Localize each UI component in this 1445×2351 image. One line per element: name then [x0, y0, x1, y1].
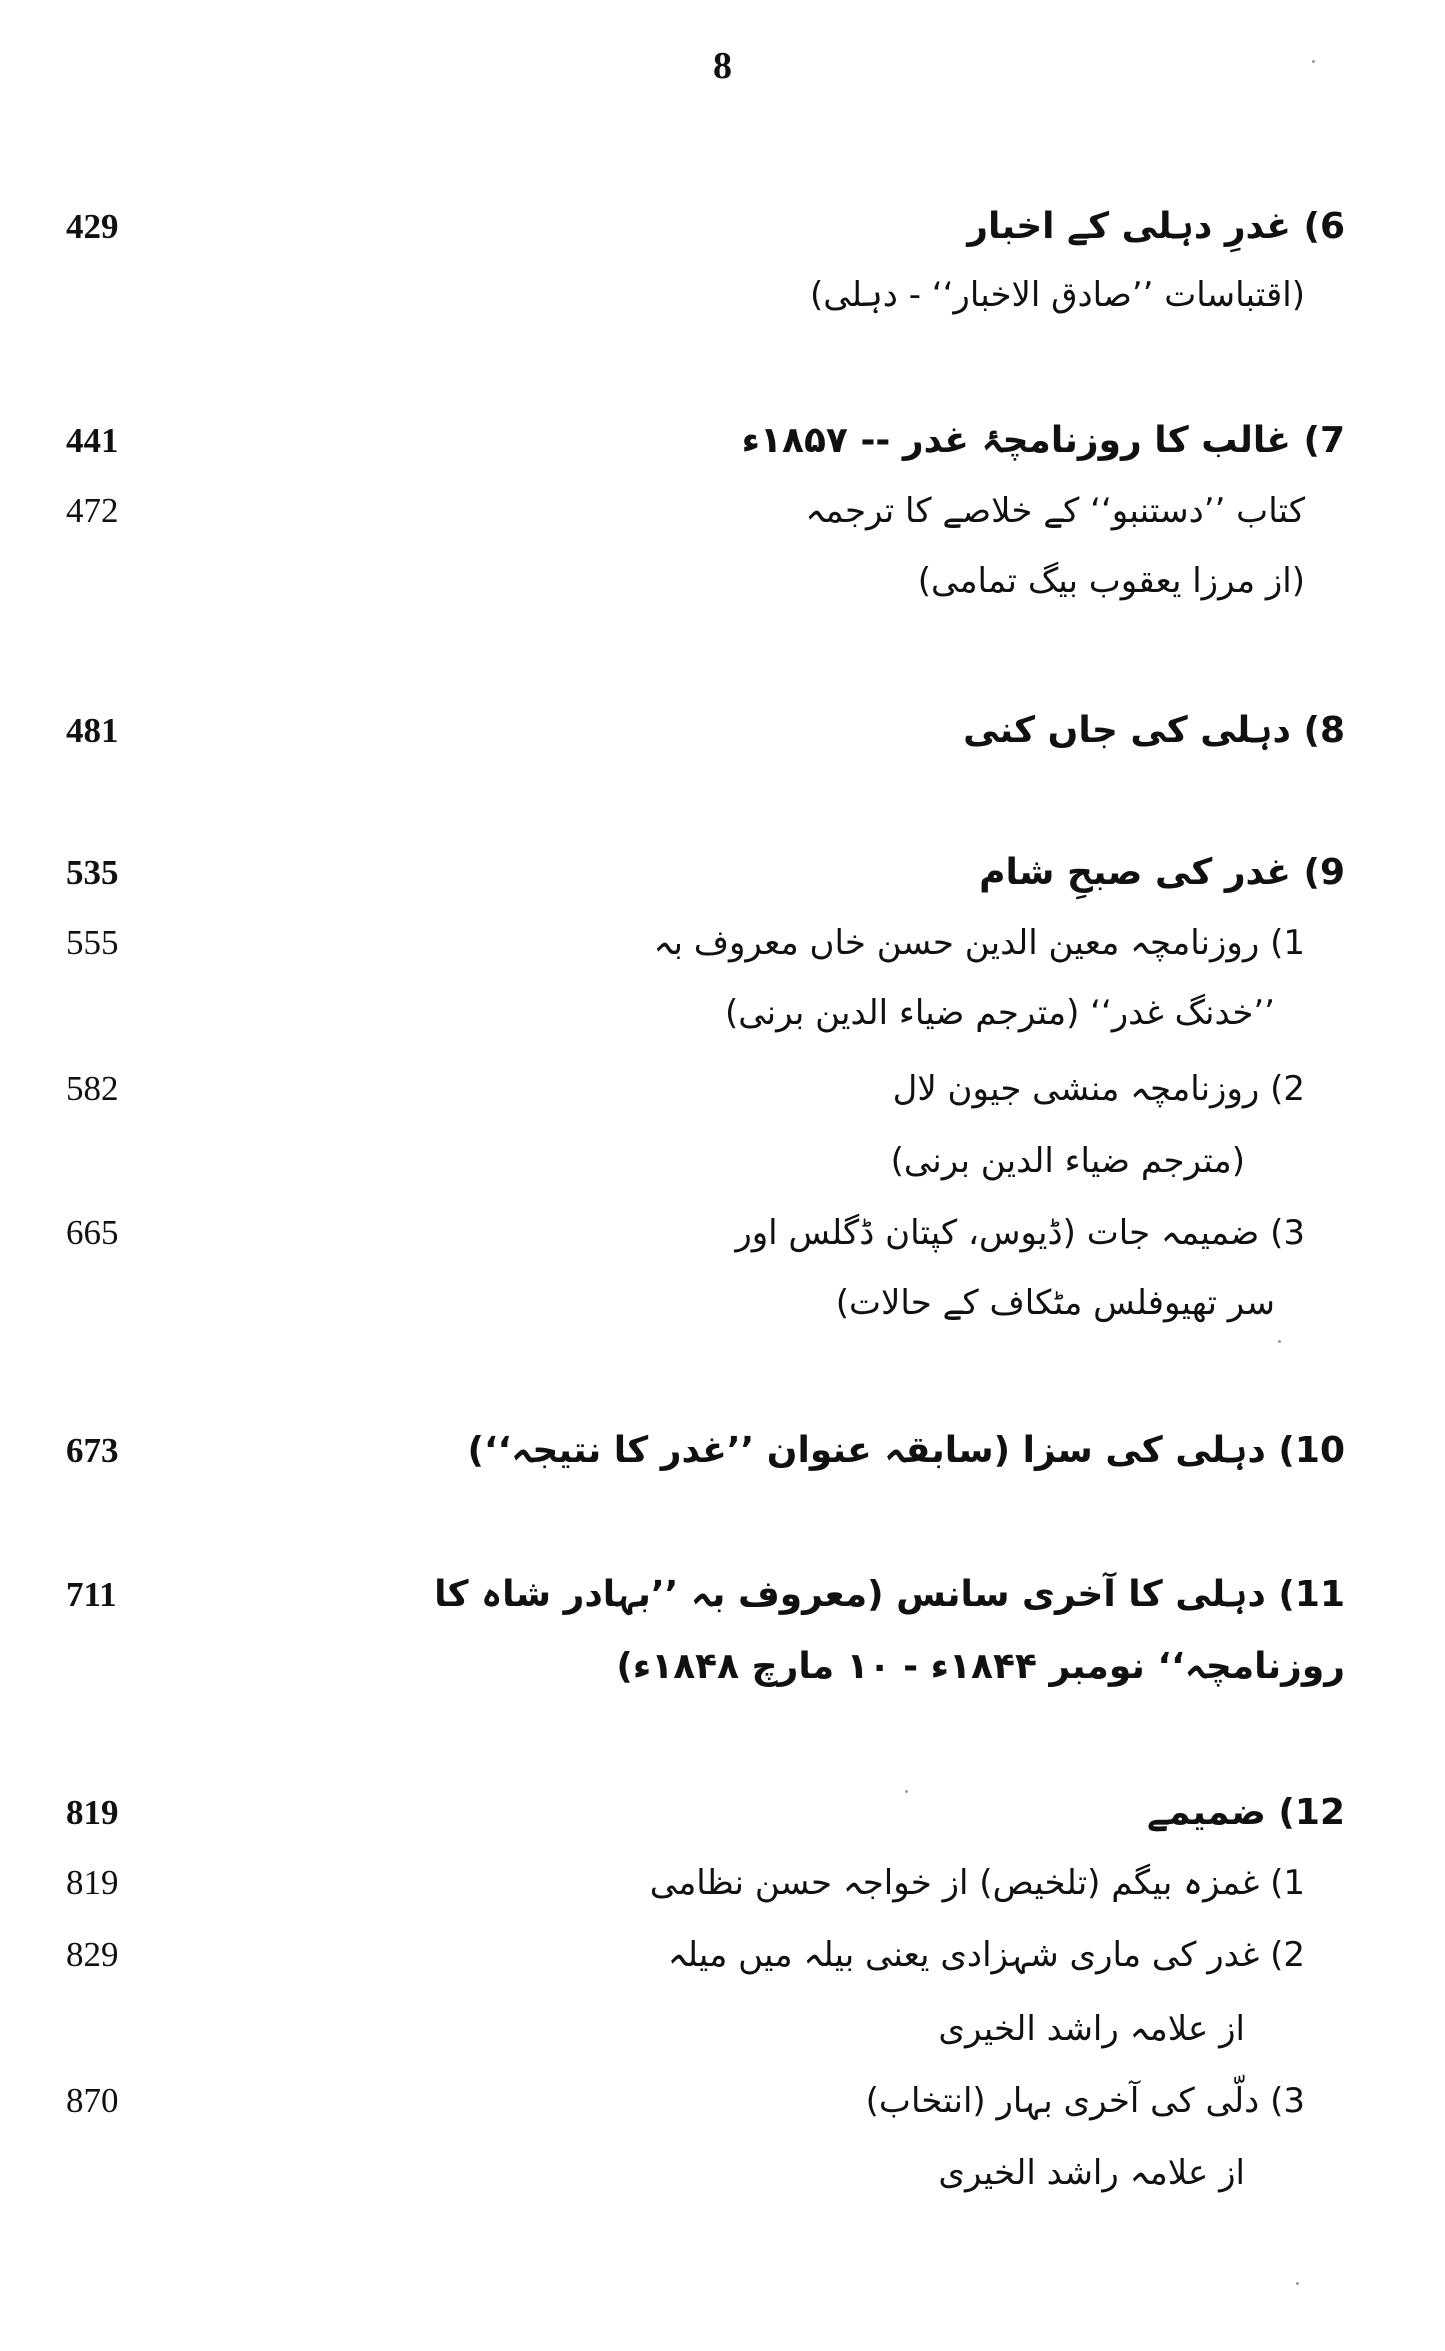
toc-entry-title: 6) غدرِ دہلی کے اخبار: [967, 206, 1345, 247]
toc-entry: [0, 2068, 1445, 2138]
toc-page-number: 441: [66, 421, 119, 460]
toc-entry-title: سر تھیوفلس مٹکاف کے حالات): [835, 1283, 1275, 1323]
toc-entry: [0, 980, 1445, 1050]
toc-entry: [0, 1270, 1445, 1340]
toc-entry-title: روزنامچہ‘‘ نومبر ۱۸۴۴ء - ۱۰ مارچ ۱۸۴۸ء): [616, 1646, 1345, 1687]
toc-page-number: 829: [66, 1935, 119, 1974]
toc-page-number: 711: [66, 1575, 117, 1614]
toc-entry: [0, 1128, 1445, 1198]
toc-entry-title: 3) دلّی کی آخری بہار (انتخاب): [865, 2081, 1305, 2121]
toc-entry: [0, 2140, 1445, 2210]
toc-entry-title: 9) غدر کی صبحِ شام: [979, 852, 1345, 893]
toc-page-number: 429: [66, 207, 119, 246]
toc-entry-title: 7) غالب کا روزنامچۂ غدر -- ۱۸۵۷ء: [741, 420, 1345, 461]
toc-entry: [0, 478, 1445, 548]
toc-entry: [0, 548, 1445, 618]
toc-entry-title: از علامہ راشد الخیری: [938, 2153, 1245, 2193]
toc-entry-title: از علامہ راشد الخیری: [938, 2009, 1245, 2049]
toc-entry-title: 3) ضمیمہ جات (ڈیوس، کپتان ڈگلس اور: [735, 1213, 1305, 1253]
toc-page-number: 673: [66, 1431, 119, 1470]
toc-entry-title: (از مرزا یعقوب بیگ تمامی): [917, 561, 1305, 601]
toc-entry-title: کتاب ’’دستنبو‘‘ کے خلاصے کا ترجمہ: [805, 491, 1305, 531]
toc-entry: [0, 1418, 1445, 1488]
toc-entry-title: 1) روزنامچہ معین الدین حسن خاں معروف بہ: [653, 923, 1305, 963]
toc-entry: [0, 194, 1445, 264]
page-number: 8: [713, 45, 732, 87]
toc-entry: [0, 1056, 1445, 1126]
toc-entry: [0, 1200, 1445, 1270]
toc-entry: [0, 1922, 1445, 1992]
toc-entry: [0, 1780, 1445, 1850]
toc-entry-title: 11) دہلی کا آخری سانس (معروف بہ ’’بہادر شاہ کا: [434, 1574, 1345, 1615]
toc-page-number: 665: [66, 1213, 119, 1252]
toc-page-number: 472: [66, 491, 119, 530]
toc-entry-title: 1) غمزہ بیگم (تلخیص) از خواجہ حسن نظامی: [649, 1863, 1305, 1903]
toc-entry: [0, 1996, 1445, 2066]
toc-page-number: 582: [66, 1069, 119, 1108]
toc-entry: [0, 1850, 1445, 1920]
scan-speck: [1312, 60, 1315, 63]
toc-entry: [0, 408, 1445, 478]
toc-entry-title: 12) ضمیمے: [1147, 1792, 1345, 1833]
toc-entry: [0, 1634, 1445, 1704]
toc-entry-title: ’’خدنگ غدر‘‘ (مترجم ضیاء الدین برنی): [725, 993, 1275, 1033]
toc-page-number: 555: [66, 923, 119, 962]
toc-entry: [0, 262, 1445, 332]
toc-entry: [0, 698, 1445, 768]
toc-entry-title: 8) دہلی کی جاں کنی: [963, 710, 1345, 751]
toc-page-number: 481: [66, 711, 119, 750]
toc-entry-title: (اقتباسات ’’صادق الاخبار‘‘ - دہلی): [810, 275, 1305, 315]
toc-entry: [0, 840, 1445, 910]
scan-speck: [905, 1790, 908, 1793]
toc-entry: [0, 1562, 1445, 1632]
toc-page-number: 535: [66, 853, 119, 892]
scan-speck: [1296, 2282, 1299, 2285]
toc-page-number: 819: [66, 1863, 119, 1902]
toc-page-number: 819: [66, 1793, 119, 1832]
toc-entry-title: (مترجم ضیاء الدین برنی): [890, 1141, 1245, 1181]
toc-entry: [0, 910, 1445, 980]
toc-page-number: 870: [66, 2081, 119, 2120]
toc-entry-title: 10) دہلی کی سزا (سابقہ عنوان ’’غدر کا نتیجہ‘‘): [467, 1430, 1345, 1471]
toc-entry-title: 2) غدر کی ماری شہزادی یعنی بیلہ میں میلہ: [667, 1935, 1305, 1975]
scan-speck: [1278, 1340, 1281, 1343]
toc-entry-title: 2) روزنامچہ منشی جیون لال: [892, 1069, 1305, 1109]
